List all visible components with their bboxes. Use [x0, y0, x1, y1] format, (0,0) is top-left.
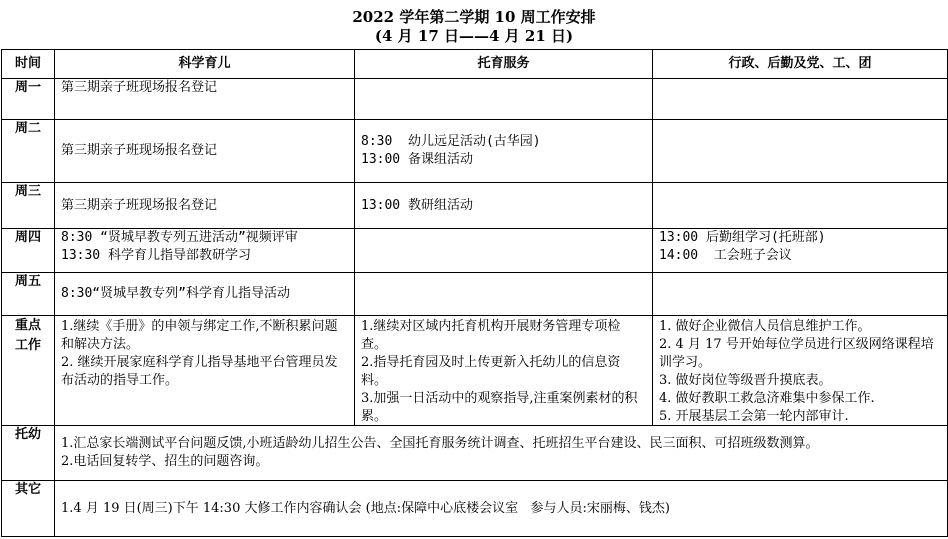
admin-cell [653, 183, 948, 229]
header-childcare: 托育服务 [355, 50, 653, 79]
childcare-cell [355, 183, 653, 229]
cell-line: 5. 开展基层工会第一轮内部审计. [659, 409, 849, 424]
tuoyou-cell [55, 426, 948, 481]
header-admin: 行政、后勤及党、工、团 [653, 50, 948, 79]
science-cell [55, 79, 355, 120]
childcare-cell [355, 79, 653, 120]
admin-cell [653, 229, 948, 273]
cell-line: 2.指导托育园及时上传更新入托幼儿的信息资料。 [361, 355, 621, 388]
cell-line: 1.继续对区域内托育机构开展财务管理专项检查。 [361, 319, 621, 352]
admin-cell [653, 273, 948, 316]
header-row [2, 50, 948, 79]
cell-line: 14:00 工会班子会议 [659, 248, 792, 263]
table-row [2, 273, 948, 316]
cell-line: 13:00 后勤组学习(托班部) [659, 230, 826, 245]
document-title: 2022 学年第二学期 10 周工作安排 [352, 8, 596, 26]
admin-cell [653, 120, 948, 183]
cell-line: 13:00 备课组活动 [361, 152, 473, 167]
cell-line: 8:30 “贤城早教专列五进活动”视频评审 [61, 230, 298, 245]
table-row [2, 183, 948, 229]
cell-line: 1. 做好企业微信人员信息维护工作。 [659, 319, 871, 334]
schedule-table [1, 49, 948, 537]
science-cell [55, 120, 355, 183]
day-label: 周二 [2, 120, 55, 183]
focus-childcare-cell [355, 316, 653, 426]
childcare-cell [355, 273, 653, 316]
other-row [2, 481, 948, 537]
focus-label-text: 重点工作 [14, 318, 41, 353]
other-label: 其它 [2, 481, 55, 537]
tuoyou-row [2, 426, 948, 481]
cell-line: 4. 做好教职工救急济难集中参保工作. [659, 391, 875, 406]
cell-line: 2. 继续开展家庭科学育儿指导基地平台管理员发布活动的指导工作。 [61, 355, 338, 388]
childcare-cell [355, 120, 653, 183]
table-row [2, 79, 948, 120]
science-cell [55, 229, 355, 273]
science-cell [55, 183, 355, 229]
table-row [2, 229, 948, 273]
tuoyou-label: 托幼 [2, 426, 55, 481]
cell-line: 13:30 科学育儿指导部教研学习 [61, 248, 251, 263]
day-label: 周四 [2, 229, 55, 273]
childcare-cell [355, 229, 653, 273]
focus-label [2, 316, 55, 426]
day-label: 周一 [2, 79, 55, 120]
header-science: 科学育儿 [55, 50, 355, 79]
cell-line: 3.加强一日活动中的观察指导,注重案例素材的积累。 [361, 391, 638, 424]
table-row [2, 120, 948, 183]
cell-line: 3. 做好岗位等级晋升摸底表。 [659, 373, 832, 388]
other-cell [55, 481, 948, 537]
cell-line: 第三期亲子班现场报名登记 [61, 197, 218, 213]
admin-cell [653, 79, 948, 120]
focus-admin-cell [653, 316, 948, 426]
cell-line: 1.汇总家长端测试平台问题反馈,小班适龄幼儿招生公告、全国托育服务统计调查、托班招生平台建设、民三面积、可招班级数测算。 [61, 436, 819, 451]
cell-line: 13:00 教研组活动 [361, 197, 473, 213]
cell-line: 8:30“贤城早教专列”科学育儿指导活动 [61, 286, 290, 301]
day-label: 周三 [2, 183, 55, 229]
cell-line: 第三期亲子班现场报名登记 [61, 80, 218, 95]
cell-line: 1.继续《手册》的申领与绑定工作,不断积累问题和解决方法。 [61, 319, 338, 352]
focus-science-cell [55, 316, 355, 426]
day-label: 周五 [2, 273, 55, 316]
cell-line: 8:30 幼儿远足活动(古华园) [361, 134, 541, 149]
science-cell [55, 273, 355, 316]
cell-line: 1.4 月 19 日(周三)下午 14:30 大修工作内容确认会 (地点:保障中心底楼会议室 参与人员:宋丽梅、钱杰) [61, 500, 670, 516]
cell-line: 2.电话回复转学、招生的问题咨询。 [61, 454, 269, 469]
cell-line: 第三期亲子班现场报名登记 [61, 143, 218, 158]
focus-row [2, 316, 948, 426]
cell-line: 2. 4 月 17 号开始每位学员进行区级网络课程培训学习。 [659, 337, 934, 370]
header-time: 时间 [2, 50, 55, 79]
document-date-range: (4 月 17 日——4 月 21 日) [374, 27, 574, 45]
